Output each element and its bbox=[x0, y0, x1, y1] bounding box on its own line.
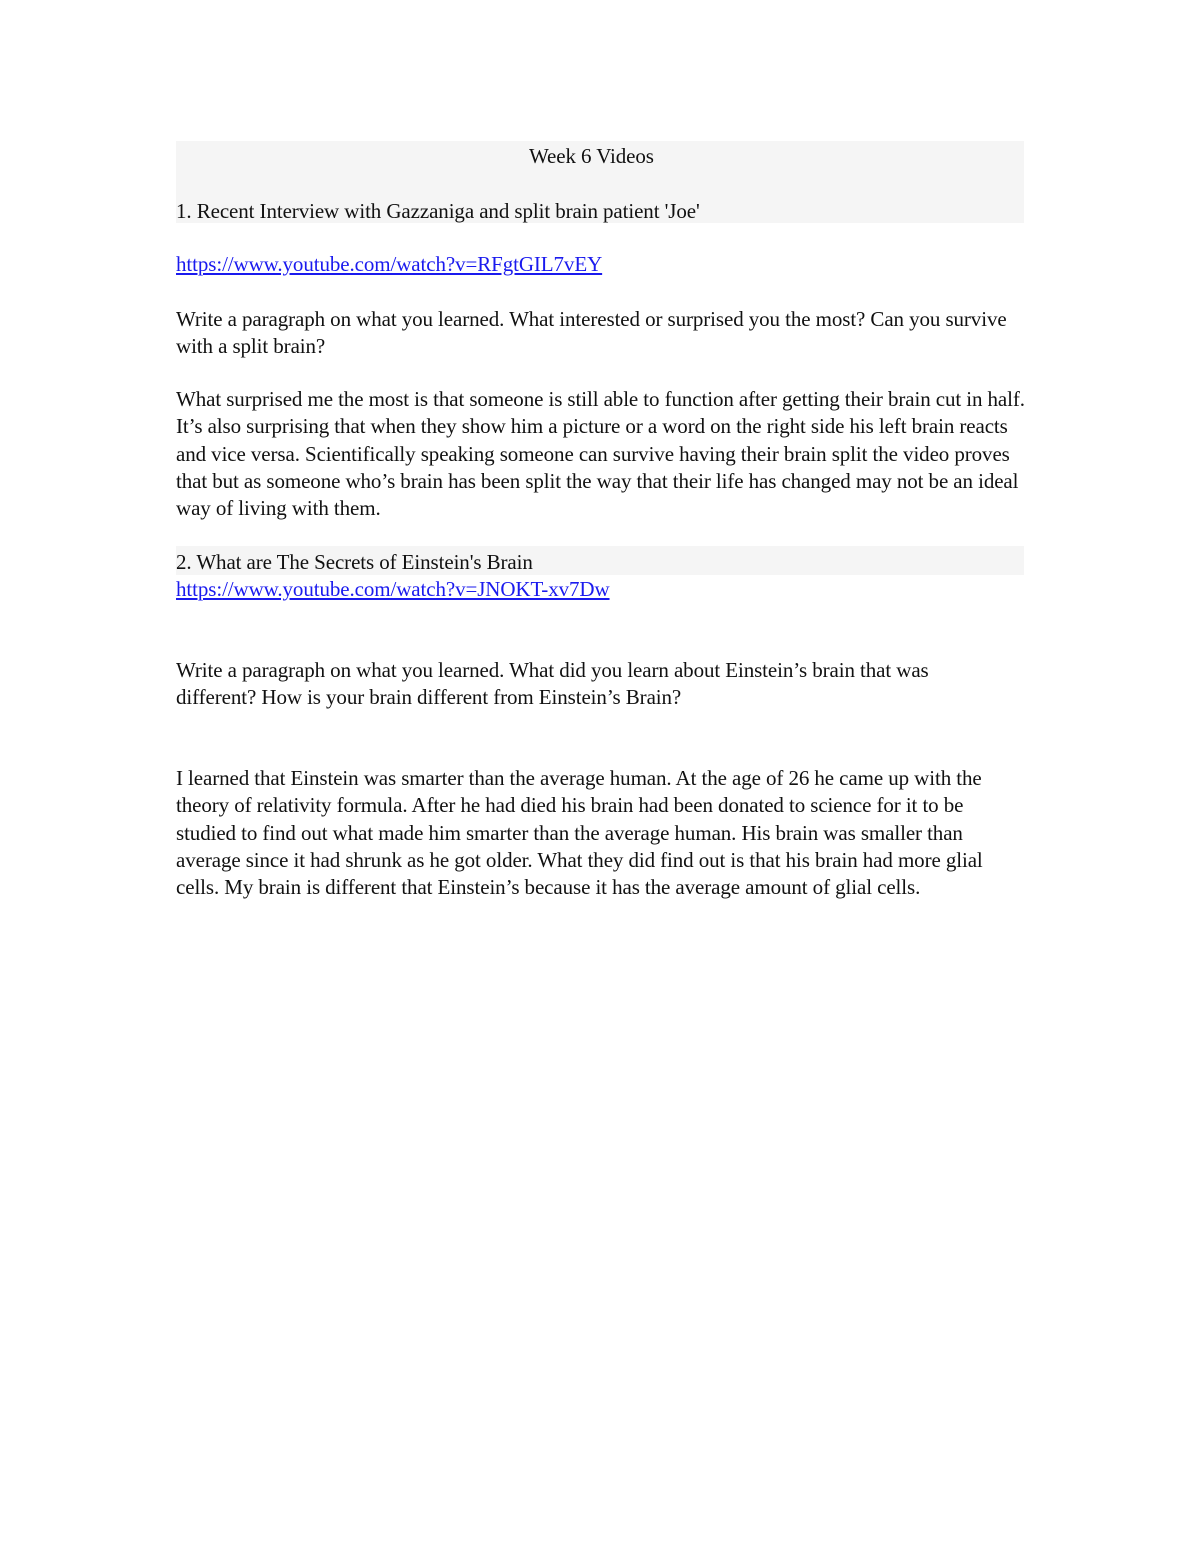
section-2-heading: 2. What are The Secrets of Einstein's Brain bbox=[176, 550, 533, 574]
section-2-video-link[interactable]: https://www.youtube.com/watch?v=JNOKT-xv7Dw bbox=[176, 577, 610, 601]
section-2-answer: I learned that Einstein was smarter than the average human. At the age of 26 he came up with the theory of relativity formula. After he had died his brain had been donated to science for it to be studied to find out what made him smarter than the average human. His brain was smaller than average since it had shrunk as he got older. What they did find out is that his brain had more glial cells. My brain is different that Einstein’s because it has the average amount of glial cells. bbox=[176, 766, 983, 900]
page-title: Week 6 Videos bbox=[529, 144, 654, 168]
section-1-answer: What surprised me the most is that someone is still able to function after getting their brain cut in half. It’s also surprising that when they show him a picture or a word on the right side his left brain reacts and vice versa. Scientifically speaking someone can survive having their brain split the video proves that but as someone who’s brain has been split the way that their life has changed may not be an ideal way of living with them. bbox=[176, 387, 1025, 521]
section-1-video-link[interactable]: https://www.youtube.com/watch?v=RFgtGIL7vEY bbox=[176, 252, 603, 276]
section-1-heading: 1. Recent Interview with Gazzaniga and split brain patient 'Joe' bbox=[176, 199, 700, 223]
section-1-prompt: Write a paragraph on what you learned. What interested or surprised you the most? Can you survive with a split brain? bbox=[176, 307, 1007, 359]
section-2-prompt: Write a paragraph on what you learned. What did you learn about Einstein’s brain that was different? How is your brain different from Einstein’s Brain? bbox=[176, 658, 929, 710]
